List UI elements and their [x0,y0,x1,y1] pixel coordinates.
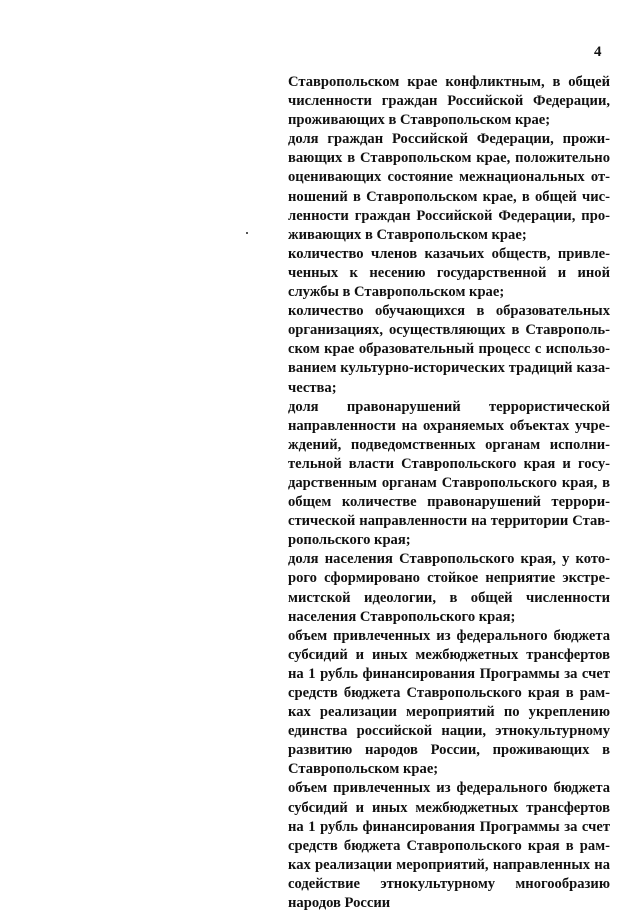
text-line: стической направленности на территории Став- [288,513,610,530]
text-line: средств бюджета Ставропольского края в рам- [288,837,610,854]
text-line: ках реализации мероприятий по укреплению [288,704,610,721]
text-line: численности граждан Российской Федерации, [288,93,610,110]
text-line: общем количестве правонарушений террори- [288,494,610,511]
text-line: ропольского края; [288,532,411,549]
text-line: проживающих в Ставропольском крае; [288,112,551,129]
text-line: субсидий и иных межбюджетных трансфертов [288,646,610,663]
text-line: Ставропольском крае конфликтным, в общей [288,74,610,90]
text-line: количество обучающихся в образовательных [288,303,610,320]
text-line: направленности на охраняемых объектах учре- [288,417,610,434]
text-line: ждений, подведомственных органам исполни- [288,436,610,453]
text-line: ношений в Ставропольском крае, в общей чис- [288,188,610,205]
text-line: объем привлеченных из федерального бюджета [288,780,610,797]
text-line: ченных к несению государственной и иной [288,264,610,281]
text-line: субсидий и иных межбюджетных трансфертов [288,799,610,816]
text-line: доля населения Ставропольского края, у кото- [288,551,610,568]
text-line: на 1 рубль финансирования Программы за счет [288,818,610,835]
text-line: количество членов казачьих обществ, привле- [288,245,610,262]
text-line: средств бюджета Ставропольского края в рам- [288,685,610,701]
text-line: ванием культурно-исторических традиций каза- [288,360,610,377]
text-line: службы в Ставропольском крае; [288,284,505,301]
text-line: народов России [288,895,391,912]
text-line: тельной власти Ставропольского края и госу- [288,455,610,472]
paragraph [288,779,610,913]
stray-mark [246,232,248,234]
text-line: организациях, осуществляющих в Ставрополь- [288,322,610,339]
paragraph [288,627,610,780]
text-line: ках реализации мероприятий, направленных на [288,856,610,873]
paragraph [288,302,610,397]
text-line: Ставропольском крае; [288,761,439,778]
paragraph [288,550,610,626]
text-line: единства российской нации, этнокультурному [288,723,610,740]
text-line: дарственным органам Ставропольского края, в [288,474,610,491]
paragraph [288,73,610,130]
text-line: живающих в Ставропольском крае; [288,226,527,243]
text-line: развитию народов России, проживающих в [288,742,610,759]
text-line: объем привлеченных из федерального бюджета [288,627,610,644]
text-line: вающих в Ставропольском крае, положительно [288,150,610,167]
page-number: 4 [594,44,602,60]
text-line: оценивающих состояние межнациональных от- [288,169,610,186]
text-line: ленности граждан Российской Федерации, про- [288,207,610,224]
text-line: доля граждан Российской Федерации, прожи- [288,131,610,148]
paragraph [288,398,610,551]
text-line: содействие этнокультурному многообразию [288,875,610,892]
text-line: мистской идеологии, в общей численности [288,589,610,606]
paragraph [288,245,610,302]
text-line: доля правонарушений террористической [288,398,610,415]
text-line: ском крае образовательный процесс с использо- [288,341,610,358]
text-line: населения Ставропольского края; [288,608,516,625]
text-line: рого сформировано стойкое неприятие экстре- [288,570,610,587]
body-text [288,73,610,913]
text-line: чества; [288,379,337,396]
paragraph [288,130,610,245]
text-line: на 1 рубль финансирования Программы за счет [288,665,610,682]
